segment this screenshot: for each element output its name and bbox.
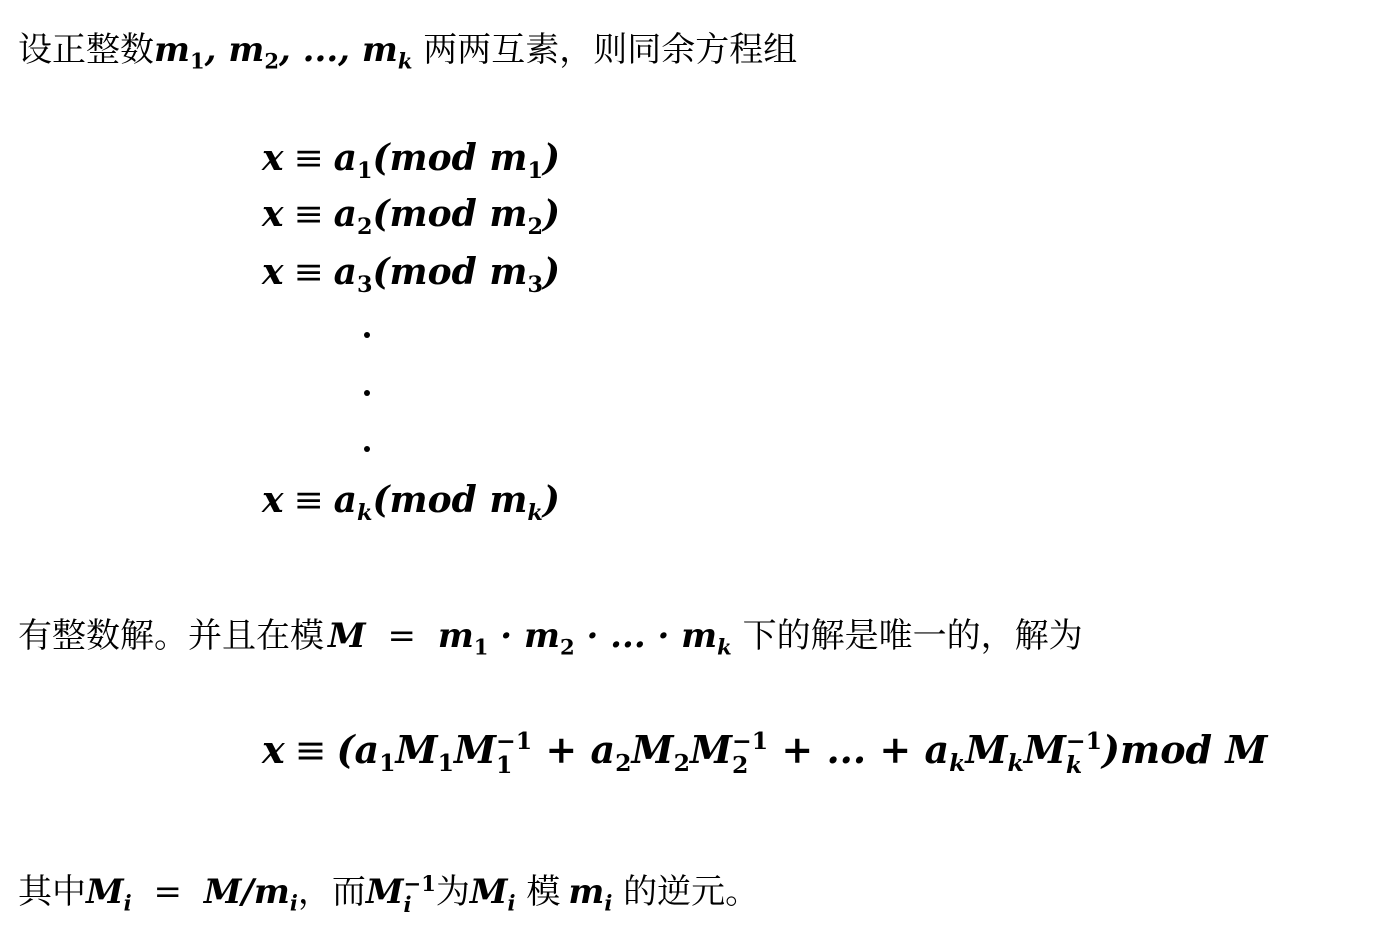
Mi-inverse: M −1 i	[365, 870, 436, 917]
moduli-list: $m_1$, $m_2$, ..., $m_k$	[154, 30, 413, 74]
definition-suffix: 的逆元。	[612, 872, 760, 912]
mi-symbol: $m_i$	[568, 872, 613, 916]
Mi-symbol: $M_i$	[469, 872, 516, 916]
vertical-ellipsis-dot	[364, 390, 370, 396]
congruence-row-3: $x \equiv a_3(mod$ $m_3$)	[262, 251, 561, 298]
vertical-ellipsis-dot	[364, 332, 370, 338]
uniqueness-prefix: 有整数解。并且在模	[18, 616, 324, 656]
solution-formula: $x \equiv (a_1M_1M$ −1 1 + $a_2M_2M$ −1 2 + ... + $a_kM_kM$ −1 k )mod M	[262, 726, 1268, 779]
Mi-definition: $M_i = M/m_i$	[86, 872, 298, 916]
intro-prefix: 设正整数	[18, 30, 154, 70]
congruence-row-2: $x \equiv a_2(mod$ $m_2$)	[262, 193, 561, 240]
modulus-product: $M = m_1 \cdot m_2$ · ... · $m_k$	[328, 616, 732, 660]
congruence-row-1: $x \equiv a_1(mod$ $m_1$)	[262, 137, 561, 184]
uniqueness-suffix: 下的解是唯一的，解为	[731, 616, 1083, 656]
definition-prefix: 其中	[18, 872, 86, 912]
congruence-row-k: $x \equiv a_k(mod$ $m_k$)	[262, 479, 560, 526]
uniqueness-line	[18, 616, 1083, 667]
intro-suffix: 两两互素，则同余方程组	[412, 30, 798, 70]
comma: ，	[297, 872, 332, 912]
intro-line	[18, 30, 797, 81]
vertical-ellipsis-dot	[364, 446, 370, 452]
definition-line: 其中$M_i = M/m_i$，而M −1 i 为$M_i$ 模 $m_i$ 的逆元。	[18, 870, 760, 917]
